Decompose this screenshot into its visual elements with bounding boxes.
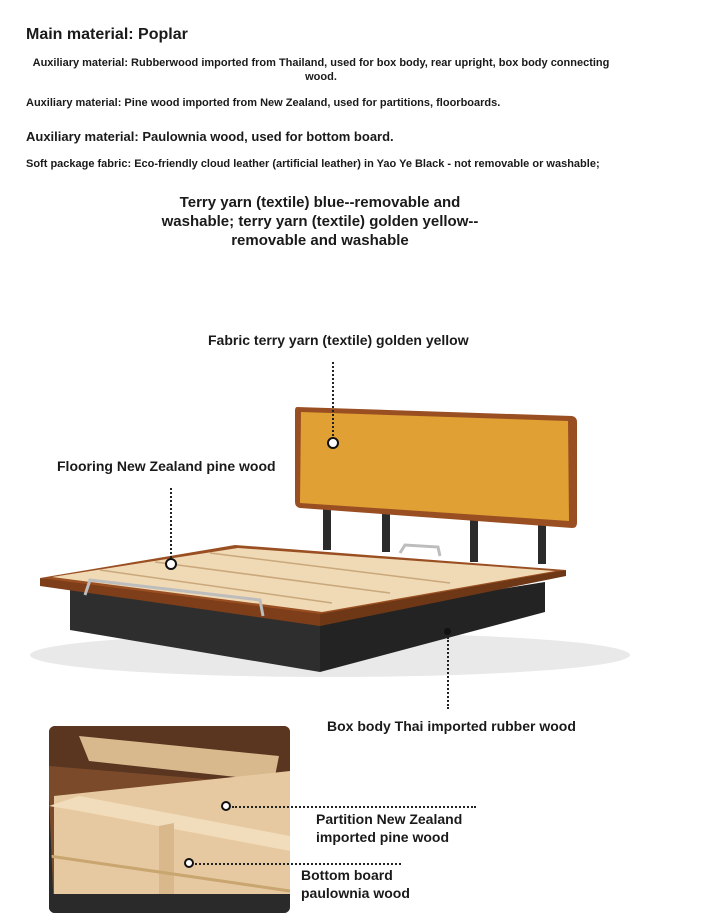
headboard-leg (538, 522, 546, 564)
terry-yarn-options: Terry yarn (textile) blue--removable and washable; terry yarn (textile) golden yellow--removable and washable (161, 194, 479, 249)
callout-line-flooring (170, 488, 172, 558)
box-side-black (49, 894, 290, 913)
callout-partition-line1: Partition New Zealand (316, 811, 463, 827)
soft-package-fabric: Soft package fabric: Eco-friendly cloud leather (artificial leather) in Yao Ye Black - not removable or washable; (26, 158, 600, 170)
callout-marker-bottom (184, 858, 194, 868)
callout-line-partition (232, 806, 476, 808)
callout-headboard-fabric: Fabric terry yarn (textile) golden yellow (208, 332, 469, 348)
headboard-leg (470, 520, 478, 562)
main-material-title: Main material: Poplar (26, 26, 188, 43)
callout-marker-partition (221, 801, 231, 811)
storage-interior-photo (49, 726, 290, 913)
callout-flooring: Flooring New Zealand pine wood (57, 458, 276, 474)
headboard-cushion (300, 412, 569, 521)
callout-marker-box-body (444, 628, 451, 635)
callout-box-body: Box body Thai imported rubber wood (327, 718, 576, 734)
callout-partition-line2: imported pine wood (316, 829, 449, 845)
callout-line-box-body (447, 637, 449, 709)
callout-partition (316, 810, 462, 846)
headboard-leg (323, 505, 331, 550)
callout-marker-headboard (327, 437, 339, 449)
lift-handle-back (400, 545, 440, 556)
aux-material-pine: Auxiliary material: Pine wood imported from New Zealand, used for partitions, floorboards. (26, 97, 501, 109)
aux-material-paulownia: Auxiliary material: Paulownia wood, used for bottom board. (26, 129, 394, 144)
callout-bottom-board (301, 866, 410, 902)
aux-material-rubberwood: Auxiliary material: Rubberwood imported from Thailand, used for box body, rear upright, box body connecting wood. (32, 57, 610, 83)
callout-bottom-line1: Bottom board (301, 867, 393, 883)
callout-marker-flooring (165, 558, 177, 570)
storage-interior-drawing (49, 726, 290, 913)
headboard-leg (382, 512, 390, 552)
callout-bottom-line2: paulownia wood (301, 885, 410, 901)
callout-line-headboard (332, 362, 334, 436)
callout-line-bottom (195, 863, 401, 865)
